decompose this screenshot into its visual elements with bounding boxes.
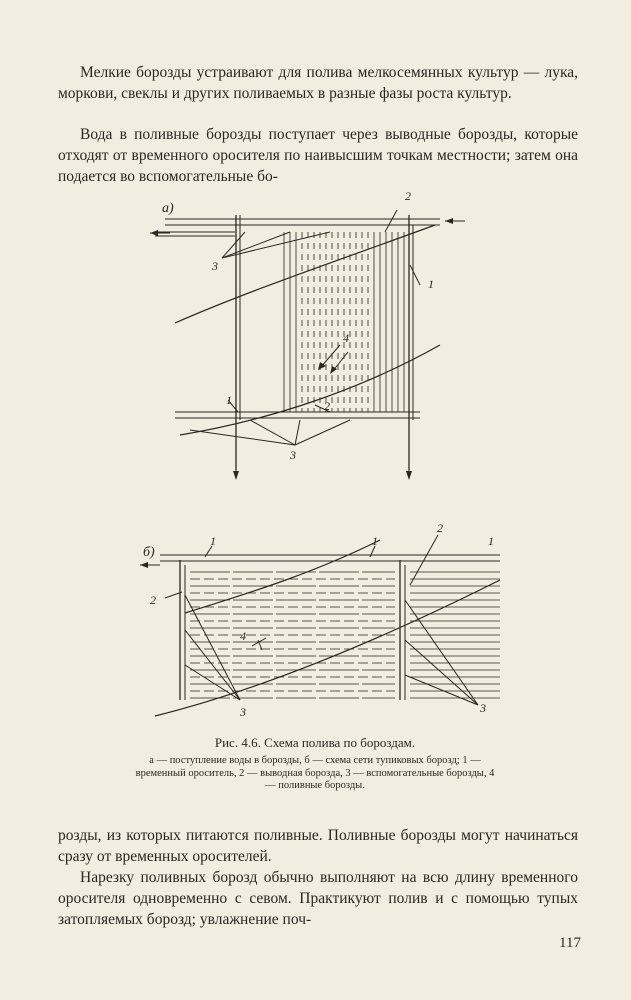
svg-text:2: 2 [150,593,156,607]
svg-text:1: 1 [210,534,216,548]
paragraph-3: розды, из которых питаются поливные. Поливные борозды могут начинаться сразу от временных оросителей. [58,827,578,865]
svg-text:4: 4 [240,629,246,643]
panel-b-label: б) [143,545,155,560]
svg-text:2: 2 [324,399,330,413]
svg-text:2: 2 [437,521,443,535]
paragraph-1: Мелкие борозды устраивают для полива мелкосемянных культур — лука, моркови, свеклы и других поливаемых в разные фазы роста культур. [58,64,578,102]
svg-text:4: 4 [343,331,349,345]
svg-text:1: 1 [488,534,494,548]
svg-text:1: 1 [226,393,232,407]
caption-legend: а — поступление воды в борозды, б — схема сети тупиковых борозд; 1 — временный ороситель, 2 — выводная борозда, 3 — вспомогательные борозды, 4 — поливные борозды. [135,755,495,791]
paragraph-2: Вода в поливные борозды поступает через выводные борозды, которые отходят от временного оросителя по наивысшим точкам местности; затем она подается во вспомогательные бо- [58,126,578,185]
figure-caption [130,735,500,793]
panel-a-label: а) [162,201,174,216]
paragraph-4: Нарезку поливных борозд обычно выполняют на всю длину временного оросителя одновременно с севом. Практикуют полив и с помощью тупых затопляемых борозд; увлажнение поч- [58,869,578,928]
svg-text:3: 3 [212,259,218,273]
svg-text:1: 1 [428,277,434,291]
caption-title: Рис. 4.6. Схема полива по бороздам. [214,735,416,750]
page-number: 117 [559,935,581,951]
svg-text:2: 2 [405,189,411,203]
svg-text:1: 1 [372,534,378,548]
svg-text:3: 3 [240,705,246,719]
svg-text:3: 3 [480,701,486,715]
svg-text:3: 3 [290,448,296,462]
